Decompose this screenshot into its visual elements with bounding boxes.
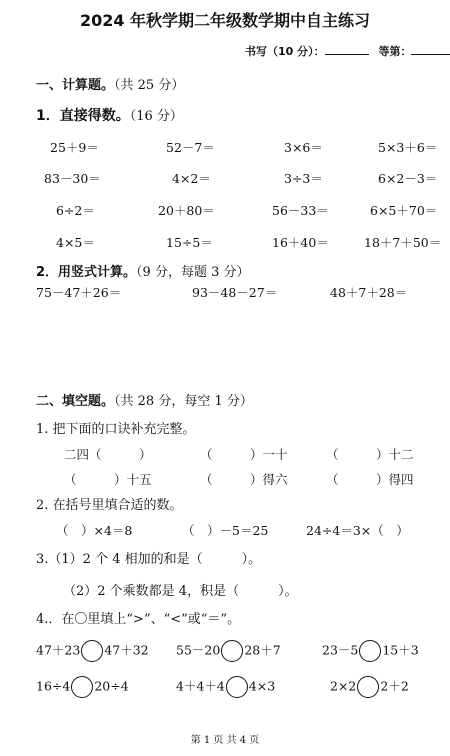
calc-r2c3: 3÷3＝ xyxy=(284,171,323,186)
s1-q2-heading xyxy=(36,261,250,280)
calc-r2c4: 6×2－3＝ xyxy=(378,171,438,186)
score-line xyxy=(245,43,450,59)
calc-r1c1: 25＋9＝ xyxy=(50,140,99,155)
section1-heading xyxy=(36,74,184,93)
compare-right: 47＋32 xyxy=(104,642,149,658)
rhyme-r1c2[interactable]: （ ）一十 xyxy=(200,447,288,462)
calc-r3c4: 6×5＋70＝ xyxy=(370,203,438,218)
s2-q1-title: 1. 把下面的口诀补充完整。 xyxy=(36,422,196,437)
rhyme-r2c1[interactable]: （ ）十五 xyxy=(64,472,152,487)
s1-q1-heading xyxy=(36,105,183,125)
calc-r4c4: 18＋7＋50＝ xyxy=(364,235,442,250)
calc-r3c2: 20＋80＝ xyxy=(158,203,215,218)
s2-q2-title: 2. 在括号里填合适的数。 xyxy=(36,498,183,513)
calc-r4c1: 4×5＝ xyxy=(56,235,95,250)
compare-circle[interactable] xyxy=(221,640,243,662)
compare-left: 16÷4 xyxy=(36,678,71,694)
vertical-calc-1: 75－47＋26＝ xyxy=(36,285,122,300)
compare-circle[interactable] xyxy=(226,676,248,698)
section2-title: 二、填空题。 xyxy=(36,394,115,409)
compare-circle[interactable] xyxy=(357,676,379,698)
s2-q3-line2: （2）2 个乘数都是 4，积是（ ）。 xyxy=(63,584,298,599)
rhyme-r2c3[interactable]: （ ）得四 xyxy=(326,472,414,487)
compare-left: 2×2 xyxy=(330,678,357,694)
grade-blank[interactable] xyxy=(411,44,450,55)
s1-q2-note: （9 分，每题 3 分） xyxy=(136,265,250,280)
calc-r1c4: 5×3＋6＝ xyxy=(378,140,438,155)
section1-title: 一、计算题。 xyxy=(36,78,115,93)
fill-number-1[interactable]: （ ）×4＝8 xyxy=(56,523,133,538)
compare-right: 2＋2 xyxy=(380,678,409,694)
calc-r3c3: 56－33＝ xyxy=(272,203,329,218)
compare-left: 55－20 xyxy=(176,642,221,658)
page-footer: 第 1 页 共 4 页 xyxy=(190,735,260,746)
compare-circle[interactable] xyxy=(81,640,103,662)
fill-number-3[interactable]: 24÷4＝3×（ ） xyxy=(306,523,409,538)
compare-right: 15＋3 xyxy=(382,642,419,658)
calc-r1c3: 3×6＝ xyxy=(284,140,323,155)
compare-right: 4×3 xyxy=(248,678,276,694)
s2-q4-title: 4.．在〇里填上“>”、“<”或“＝”。 xyxy=(36,612,241,627)
compare-r1c3 xyxy=(322,640,419,662)
calc-r1c2: 52－7＝ xyxy=(166,140,215,155)
calc-r3c1: 6÷2＝ xyxy=(56,203,95,218)
compare-left: 47＋23 xyxy=(36,642,81,658)
writing-score-label: 书写（10 分）： xyxy=(245,45,325,58)
compare-r1c1 xyxy=(36,640,149,662)
rhyme-r1c1[interactable]: 二四（ ） xyxy=(64,447,152,462)
compare-circle[interactable] xyxy=(71,676,93,698)
vertical-calc-2: 93－48－27＝ xyxy=(192,285,278,300)
compare-left: 23－5 xyxy=(322,642,359,658)
rhyme-r1c3[interactable]: （ ）十二 xyxy=(326,447,414,462)
fill-number-2[interactable]: （ ）－5＝25 xyxy=(182,523,269,538)
compare-r2c2 xyxy=(176,676,275,698)
compare-right: 28＋7 xyxy=(244,642,281,658)
vertical-calc-3: 48＋7＋28＝ xyxy=(330,285,408,300)
s1-q2-title: 2．用竖式计算。 xyxy=(36,265,137,280)
compare-circle[interactable] xyxy=(359,640,381,662)
section1-note: （共 25 分） xyxy=(114,78,185,93)
calc-r4c3: 16＋40＝ xyxy=(272,235,329,250)
compare-right: 20÷4 xyxy=(94,678,129,694)
grade-label: 等第： xyxy=(378,45,412,58)
compare-r2c3 xyxy=(330,676,409,698)
calc-r2c1: 83－30＝ xyxy=(44,171,101,186)
compare-left: 4＋4＋4 xyxy=(176,678,225,694)
writing-score-blank[interactable] xyxy=(325,44,369,55)
s2-q3-line1: 3.（1）2 个 4 相加的和是（ ）。 xyxy=(36,552,262,567)
rhyme-r2c2[interactable]: （ ）得六 xyxy=(200,472,288,487)
s1-q1-title: 1．直接得数。 xyxy=(36,108,130,124)
calc-r4c2: 15÷5＝ xyxy=(166,235,213,250)
s1-q1-note: （16 分） xyxy=(129,109,183,124)
calc-r2c2: 4×2＝ xyxy=(172,171,211,186)
page-title: 2024 年秋学期二年级数学期中自主练习 xyxy=(79,11,371,30)
compare-r1c2 xyxy=(176,640,281,662)
section2-heading xyxy=(36,390,253,409)
section2-note: （共 28 分，每空 1 分） xyxy=(114,394,253,409)
compare-r2c1 xyxy=(36,676,129,698)
